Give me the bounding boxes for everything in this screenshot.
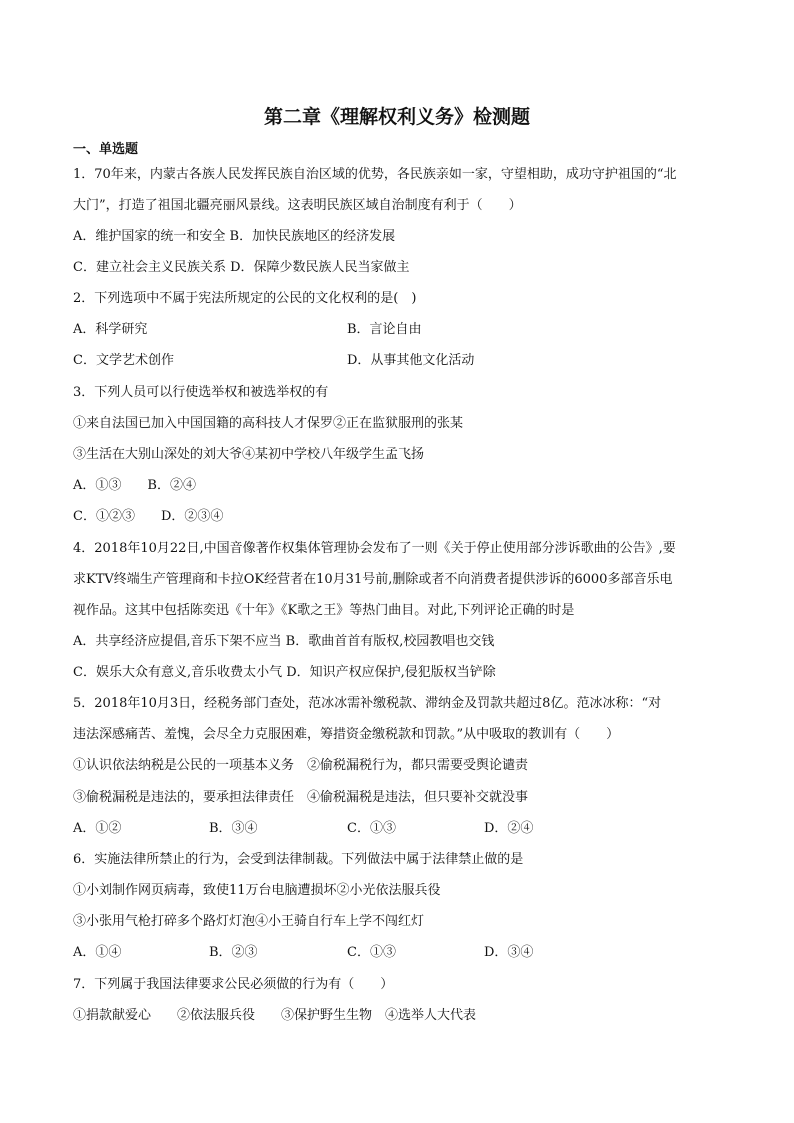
q5-stem-line-1: 5．2018年10月3日，经税务部门查处，范冰冰需补缴税款、滞纳金及罚款共超过8亿。范冰冰称：“对 — [73, 696, 662, 711]
section-heading: 一、单选题 — [73, 142, 139, 157]
q1-options-line-1: A．维护国家的统一和安全 B．加快民族地区的经济发展 — [73, 229, 396, 244]
q5-stem-line-2: 违法深感痛苦、羞愧，会尽全力克服困难，筹措资金缴税款和罚款。”从中吸取的教训有（ ） — [73, 727, 620, 742]
q3-statement-line-1: ①来自法国已加入中国国籍的高科技人才保罗②正在监狱服刑的张某 — [73, 416, 464, 431]
q6-stem: 6．实施法律所禁止的行为，会受到法律制裁。下列做法中属于法律禁止做的是 — [73, 852, 524, 867]
q5-option-d: D．②④ — [484, 821, 534, 836]
q4-stem-line-1: 4．2018年10月22日,中国音像著作权集体管理协会发布了一则《关于停止使用部分涉诉歌曲的公告》,要 — [73, 541, 676, 556]
q4-stem-line-2: 求KTV终端生产管理商和卡拉OK经营者在10月31号前,删除或者不向消费者提供涉诉的6000多部音乐电 — [73, 572, 673, 587]
q2-option-c: C．文学艺术创作 — [73, 353, 174, 368]
q5-statement-line-1: ①认识依法纳税是公民的一项基本义务 ②偷税漏税行为，都只需要受舆论谴责 — [73, 758, 529, 773]
q2-stem: 2．下列选项中不属于宪法所规定的公民的文化权利的是( ) — [73, 291, 417, 306]
q6-statement-line-1: ①小刘制作网页病毒，致使11万台电脑遭损坏②小光依法服兵役 — [73, 883, 441, 898]
q2-option-d: D．从事其他文化活动 — [347, 353, 475, 368]
q7-stem: 7．下列属于我国法律要求公民必须做的行为有（ ） — [73, 977, 394, 992]
q6-option-c: C．①③ — [347, 945, 396, 960]
q3-stem: 3．下列人员可以行使选举权和被选举权的有 — [73, 385, 329, 400]
q2-option-a: A．科学研究 — [73, 322, 148, 337]
q4-options-line-2: C．娱乐大众有意义,音乐收费太小气 D．知识产权应保护,侵犯版权当铲除 — [73, 665, 496, 680]
q5-option-c: C．①③ — [347, 821, 396, 836]
q1-stem-line-2: 大门”，打造了祖国北疆亮丽风景线。这表明民族区域自治制度有利于（ ） — [73, 198, 522, 213]
page-title: 第二章《理解权利义务》检测题 — [263, 106, 530, 128]
q5-option-b: B．③④ — [209, 821, 258, 836]
q3-options-line-2: C．①②③ D．②③④ — [73, 509, 224, 524]
q3-options-line-1: A．①③ B．②④ — [73, 478, 196, 493]
q6-option-b: B．②③ — [209, 945, 258, 960]
q6-option-a: A．①④ — [73, 945, 122, 960]
q5-option-a: A．①② — [73, 821, 122, 836]
q4-options-line-1: A．共享经济应提倡,音乐下架不应当 B．歌曲首首有版权,校园教唱也交钱 — [73, 634, 495, 649]
q1-stem-line-1: 1．70年来，内蒙古各族人民发挥民族自治区域的优势，各民族亲如一家，守望相助，成功守护祖国的“北 — [73, 167, 677, 182]
q6-option-d: D．③④ — [484, 945, 534, 960]
q3-statement-line-2: ③生活在大别山深处的刘大爷④某初中学校八年级学生孟飞扬 — [73, 447, 425, 462]
q5-statement-line-2: ③偷税漏税是违法的，要承担法律责任 ④偷税漏税是违法，但只要补交就没事 — [73, 790, 529, 805]
q6-statement-line-2: ③小张用气枪打碎多个路灯灯泡④小王骑自行车上学不闯红灯 — [73, 914, 425, 929]
q7-statement-line-1: ①捐款献爱心 ②依法服兵役 ③保护野生生物 ④选举人大代表 — [73, 1008, 477, 1023]
q1-options-line-2: C．建立社会主义民族关系 D．保障少数民族人民当家做主 — [73, 260, 410, 275]
q2-option-b: B．言论自由 — [347, 322, 422, 337]
q4-stem-line-3: 视作品。这其中包括陈奕迅《十年》《K歌之王》等热门曲目。对此,下列评论正确的时是 — [73, 603, 575, 618]
